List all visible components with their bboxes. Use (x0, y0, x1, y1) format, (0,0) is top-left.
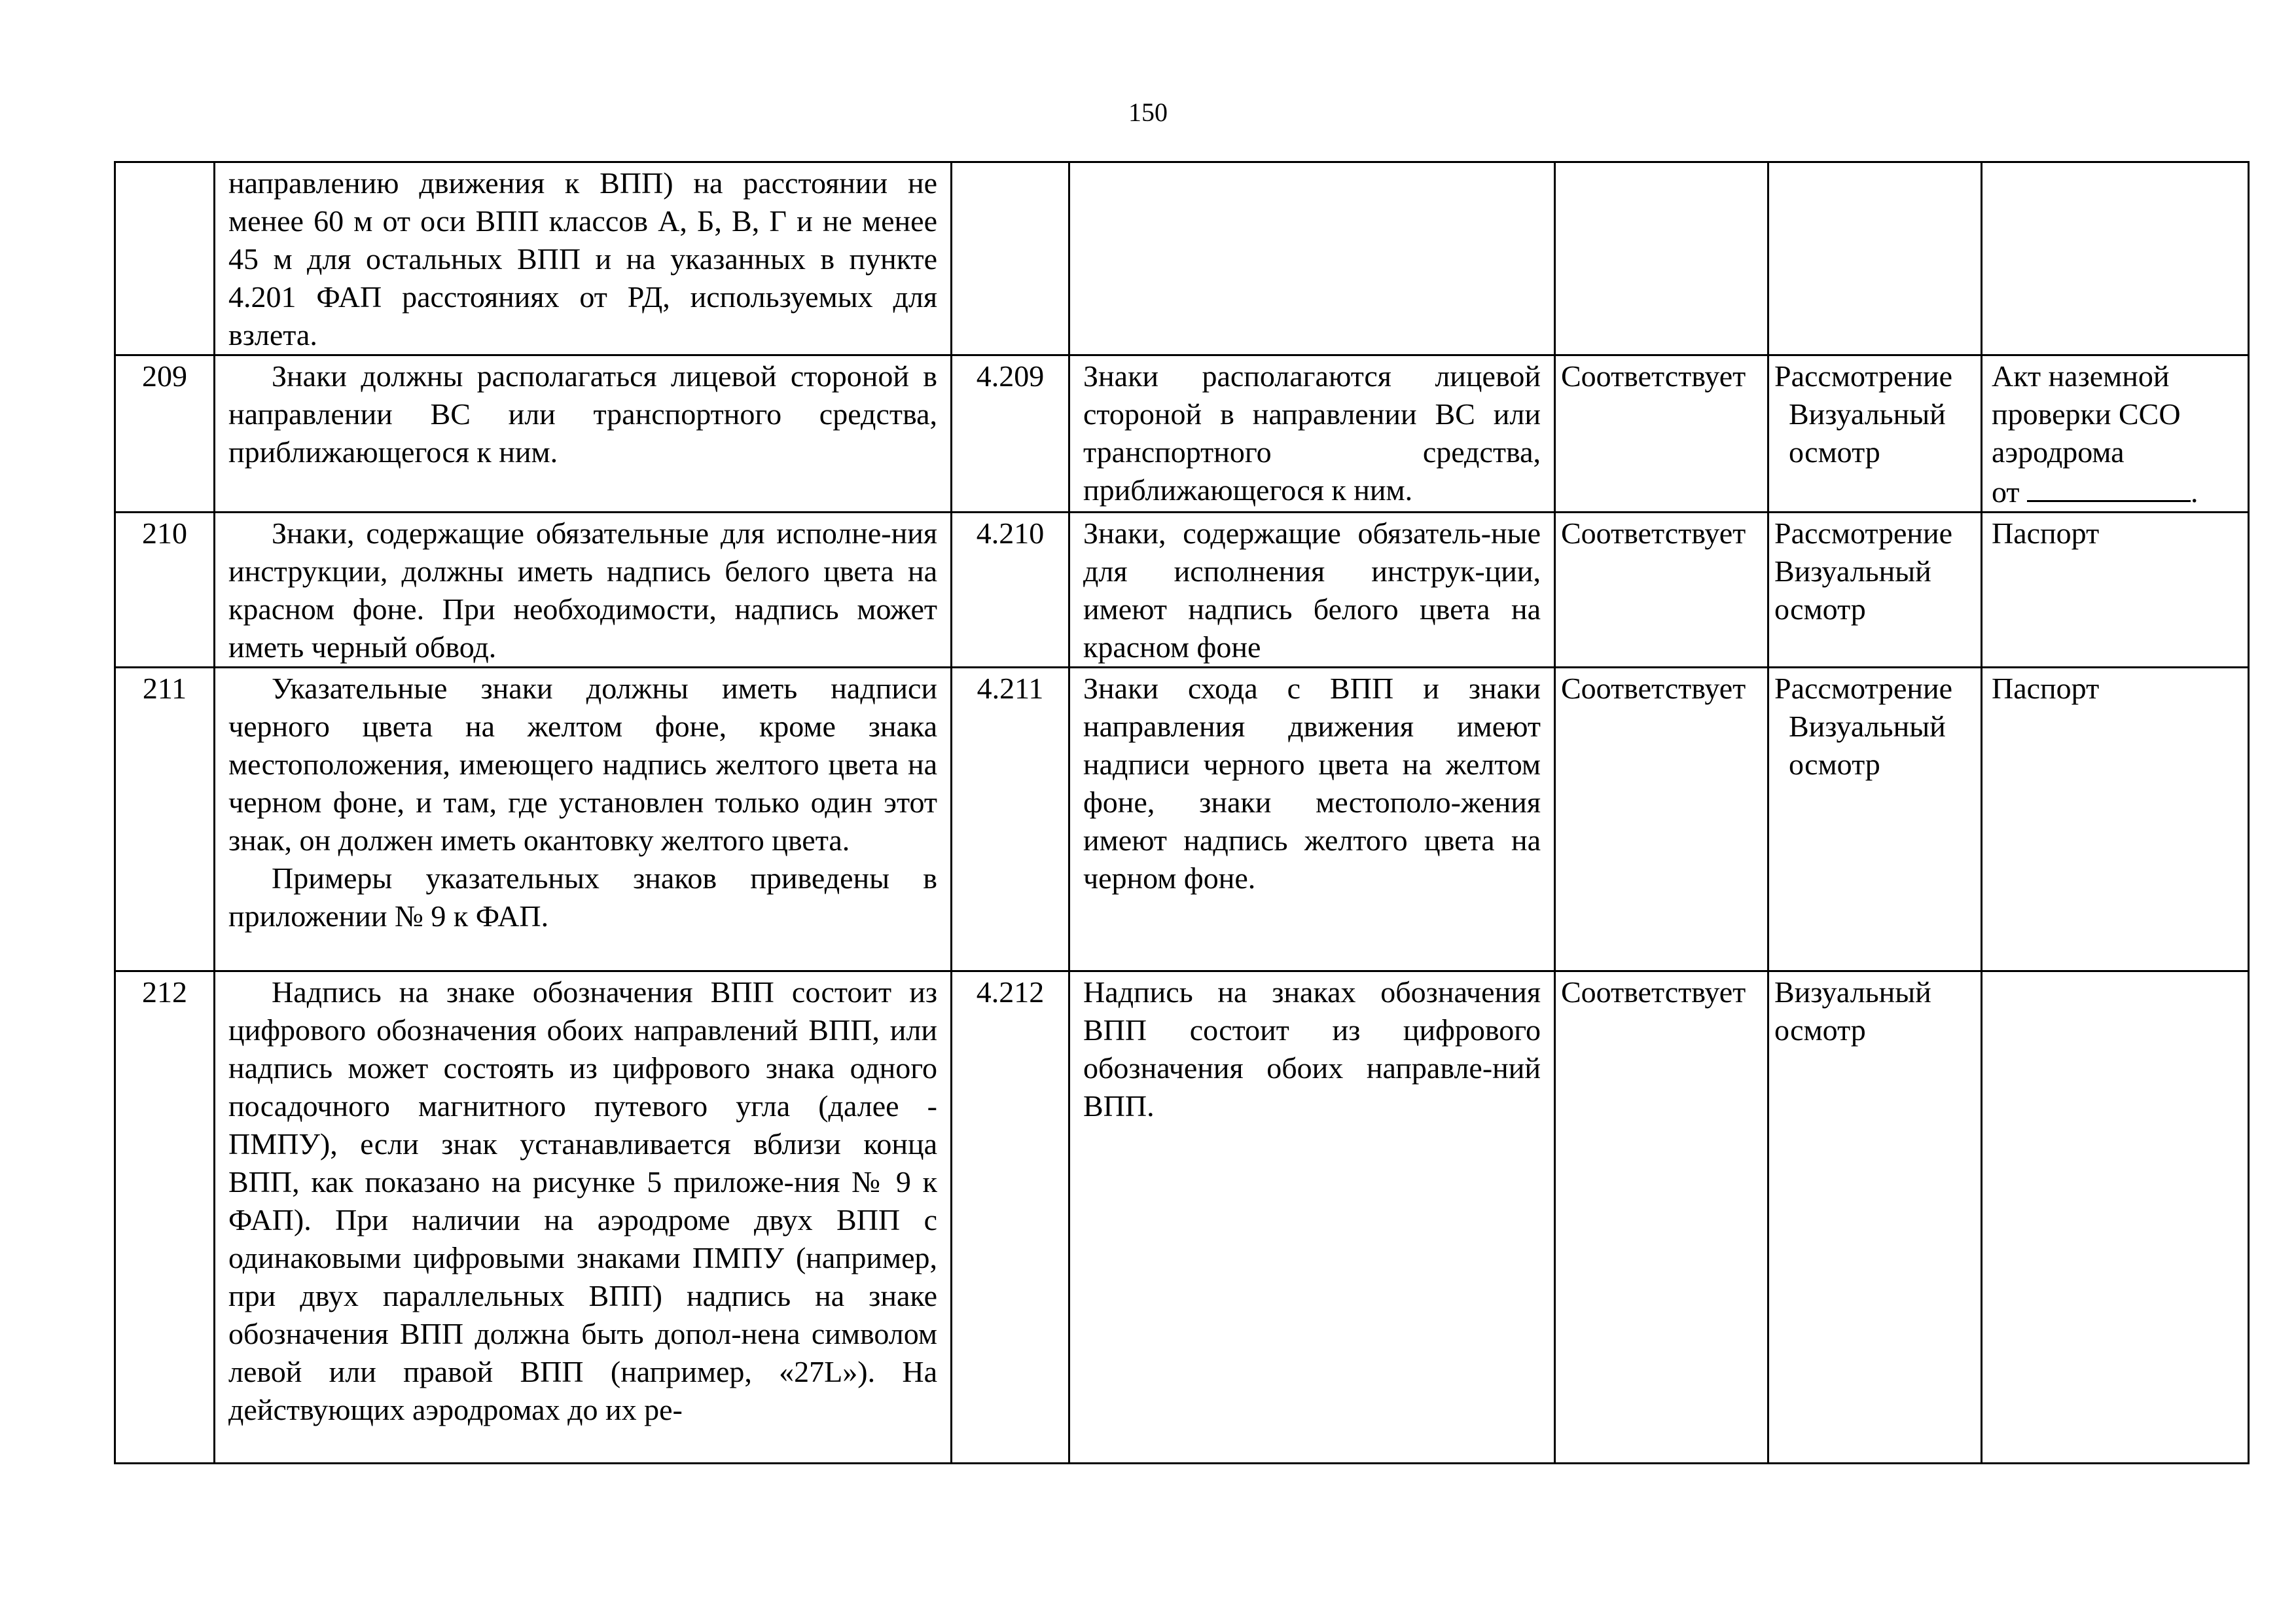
check-method (1768, 513, 1982, 668)
compliance-status (1555, 162, 1768, 355)
paragraph-ref (952, 162, 1069, 355)
row-number: 211 (115, 668, 215, 971)
actual-state (1069, 162, 1555, 355)
document-line: проверки ССО (1992, 397, 2181, 431)
row-number: 209 (115, 355, 215, 513)
requirement-paragraph: Знаки должны располагаться лицевой стороной в направлении ВС или транспортного средства, приближающегося к ним. (228, 359, 937, 469)
method-line: Визуальный (1789, 397, 1946, 431)
compliance-status: Соответствует (1555, 355, 1768, 513)
requirement-paragraph: Надпись на знаке обозначения ВПП состоит из цифрового обозначения обоих направлений ВПП, или надпись может состоять из цифрового знака одного посадочного магнитного путевого угла (далее - ПМПУ), если знак устанавливается вблизи конца ВПП, как показано на рисунке 5 приложе-ния № 9 к ФАП). При наличии на аэродроме двух ВПП с одинаковыми цифровыми знаками ПМПУ (например, при двух параллельных ВПП) надпись на знаке обозначения ВПП должна быть допол-нена символом левой или правой ВПП (например, «27L»). На действующих аэродромах до их ре- (228, 975, 937, 1426)
requirement-paragraph: направлению движения к ВПП) на расстоянии не менее 60 м от оси ВПП классов А, Б, В, Г и не менее 45 м для остальных ВПП и на указанных в пункте 4.201 ФАП расстояниях от РД, используемых для взлета. (228, 166, 937, 352)
row-number: 212 (115, 971, 215, 1464)
date-blank (2027, 471, 2191, 502)
requirement-paragraph: Примеры указательных знаков приведены в приложении № 9 к ФАП. (228, 861, 937, 933)
compliance-status: Соответствует (1555, 971, 1768, 1464)
paragraph-ref: 4.210 (952, 513, 1069, 668)
document-date-line (1992, 471, 2234, 511)
compliance-status: Соответствует (1555, 668, 1768, 971)
method-line: осмотр (1789, 748, 1880, 781)
page-number: 150 (1128, 98, 1168, 127)
requirement-text (215, 513, 952, 668)
method-line: осмотр (1789, 435, 1880, 469)
actual-state: Надпись на знаках обозначения ВПП состоит из цифрового обозначения обоих направле-ний ВПП. (1069, 971, 1555, 1464)
table-row (115, 355, 2249, 513)
table-row (115, 513, 2249, 668)
evidence-document (1982, 971, 2249, 1464)
paragraph-ref: 4.209 (952, 355, 1069, 513)
evidence-document (1982, 162, 2249, 355)
method-line: осмотр (1774, 592, 1866, 626)
compliance-table (114, 161, 2250, 1464)
requirement-text (215, 355, 952, 513)
method-line: Рассмотрение (1774, 359, 1953, 393)
method-line: осмотр (1774, 1013, 1866, 1047)
table-row (115, 162, 2249, 355)
check-method (1768, 971, 1982, 1464)
requirement-text (215, 162, 952, 355)
requirement-text (215, 971, 952, 1464)
document-date-tail: . (2191, 475, 2198, 509)
table-row (115, 971, 2249, 1464)
method-line: Рассмотрение (1774, 516, 1953, 550)
method-line: Рассмотрение (1774, 672, 1953, 705)
requirement-text (215, 668, 952, 971)
table-row (115, 668, 2249, 971)
row-number: 210 (115, 513, 215, 668)
document-line: Акт наземной (1992, 359, 2170, 393)
method-line: Визуальный (1789, 710, 1946, 743)
paragraph-ref: 4.211 (952, 668, 1069, 971)
method-line: Визуальный (1774, 975, 1931, 1009)
document-line: аэродрома (1992, 435, 2125, 469)
actual-state: Знаки располагаются лицевой стороной в направлении ВС или транспортного средства, приближающегося к ним. (1069, 355, 1555, 513)
requirement-paragraph: Знаки, содержащие обязательные для исполне-ния инструкции, должны иметь надпись белого цвета на красном фоне. При необходимости, надпись может иметь черный обвод. (228, 516, 937, 664)
check-method (1768, 355, 1982, 513)
actual-state: Знаки схода с ВПП и знаки направления движения имеют надписи черного цвета на желтом фоне, знаки местополо-жения имеют надпись желтого цвета на черном фоне. (1069, 668, 1555, 971)
requirement-paragraph: Указательные знаки должны иметь надписи черного цвета на желтом фоне, кроме знака местоположения, имеющего надпись желтого цвета на черном фоне, и там, где установлен только один этот знак, он должен иметь окантовку желтого цвета. (228, 672, 937, 857)
check-method (1768, 162, 1982, 355)
paragraph-ref: 4.212 (952, 971, 1069, 1464)
document-date-prefix: от (1992, 475, 2020, 509)
compliance-status: Соответствует (1555, 513, 1768, 668)
row-number (115, 162, 215, 355)
evidence-document: Паспорт (1982, 513, 2249, 668)
evidence-document (1982, 355, 2249, 513)
actual-state: Знаки, содержащие обязатель-ные для исполнения инструк-ции, имеют надпись белого цвета на красном фоне (1069, 513, 1555, 668)
evidence-document: Паспорт (1982, 668, 2249, 971)
method-line: Визуальный (1774, 554, 1931, 588)
check-method (1768, 668, 1982, 971)
